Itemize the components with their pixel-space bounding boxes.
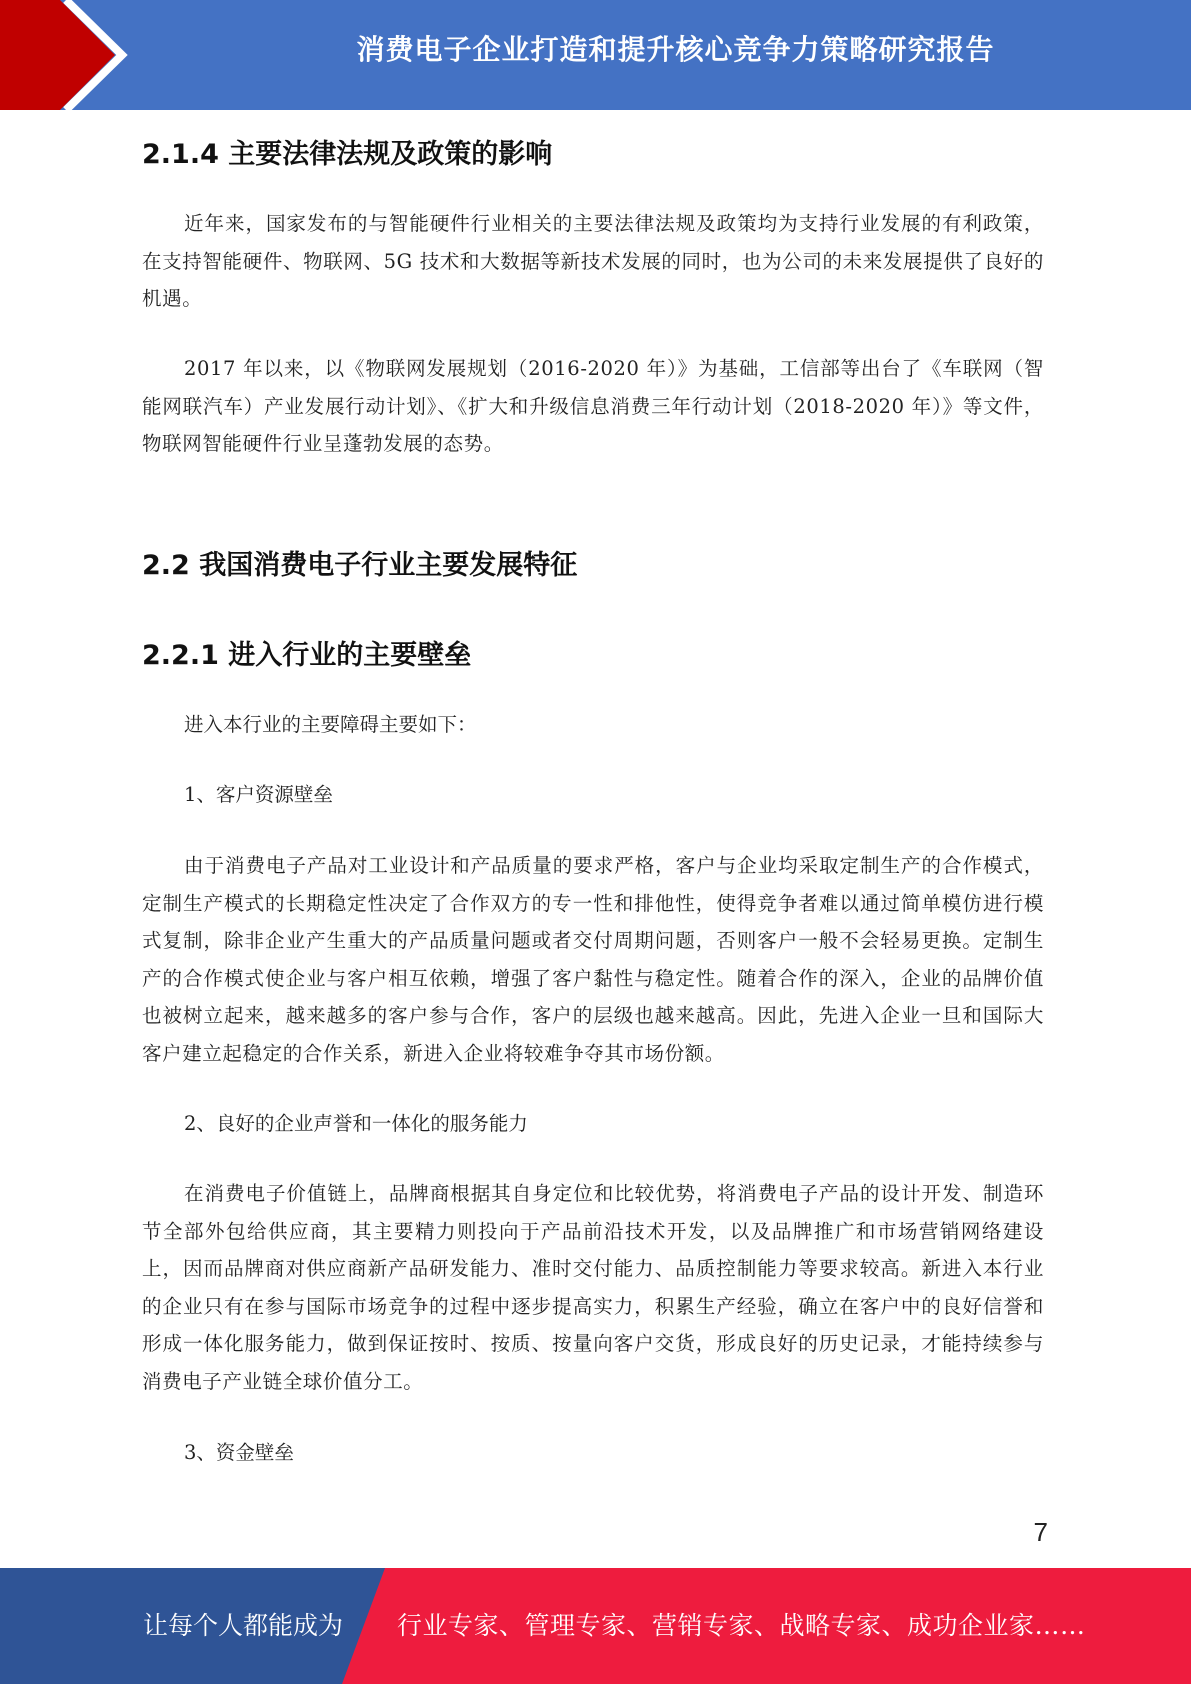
heading-2-2-1: 2.2.1 进入行业的主要壁垒 [142, 640, 472, 671]
report-title: 消费电子企业打造和提升核心竞争力策略研究报告 [356, 33, 995, 66]
paragraph-reputation: 在消费电子价值链上，品牌商根据其自身定位和比较优势，将消费电子产品的设计开发、制造环节全部外包给供应商，其主要精力则投向于产品前沿技术开发，以及品牌推广和市场营销网络建设上，因而品牌商对供应商新产品研发能力、准时交付能力、品质控制能力等要求较高。新进入本行业的企业只有在参与国际市场竞争的过程中逐步提高实力，积累生产经验，确立在客户中的良好信誉和形成一体化服务能力，做到保证按时、按质、按量向客户交货，形成良好的历史记录，才能持续参与消费电子产业链全球价值分工。 [142, 1182, 1044, 1393]
page-footer [0, 1568, 1191, 1684]
list-item-reputation-title: 2、良好的企业声誉和一体化的服务能力 [184, 1112, 528, 1135]
page-number: 7 [1033, 1517, 1048, 1547]
paragraph-barriers-intro: 进入本行业的主要障碍主要如下： [184, 713, 477, 736]
header-arrow-decoration [0, 0, 160, 110]
paragraph-customer-resource: 由于消费电子产品对工业设计和产品质量的要求严格，客户与企业均采取定制生产的合作模式，定制生产模式的长期稳定性决定了合作双方的专一性和排他性，使得竞争者难以通过简单模仿进行模式复制，除非企业产生重大的产品质量问题或者交付周期问题，否则客户一般不会轻易更换。定制生产的合作模式使企业与客户相互依赖，增强了客户黏性与稳定性。随着合作的深入，企业的品牌价值也被树立起来，越来越多的客户参与合作，客户的层级也越来越高。因此，先进入企业一旦和国际大客户建立起稳定的合作关系，新进入企业将较难争夺其市场份额。 [142, 854, 1044, 1065]
list-item-customer-resource-title: 1、客户资源壁垒 [184, 783, 333, 806]
list-item-capital-title: 3、资金壁垒 [184, 1441, 294, 1464]
heading-2-1-4: 2.1.4 主要法律法规及政策的影响 [142, 139, 553, 170]
paragraph-iot-plans: 2017 年以来，以《物联网发展规划（2016-2020 年）》为基础，工信部等出台了《车联网（智能网联汽车）产业发展行动计划》、《扩大和升级信息消费三年行动计划（2018-2020 年）》等文件，物联网智能硬件行业呈蓬勃发展的态势。 [142, 357, 1044, 455]
paragraph-policy-support: 近年来，国家发布的与智能硬件行业相关的主要法律法规及政策均为支持行业发展的有利政策，在支持智能硬件、物联网、5G 技术和大数据等新技术发展的同时，也为公司的未来发展提供了良好的机遇。 [142, 212, 1044, 310]
page-header [0, 0, 1191, 110]
footer-slogan: 让每个人都能成为 [143, 1611, 344, 1640]
heading-2-2: 2.2 我国消费电子行业主要发展特征 [142, 550, 578, 581]
footer-roles: 行业专家、管理专家、营销专家、战略专家、成功企业家…… [397, 1611, 1086, 1640]
